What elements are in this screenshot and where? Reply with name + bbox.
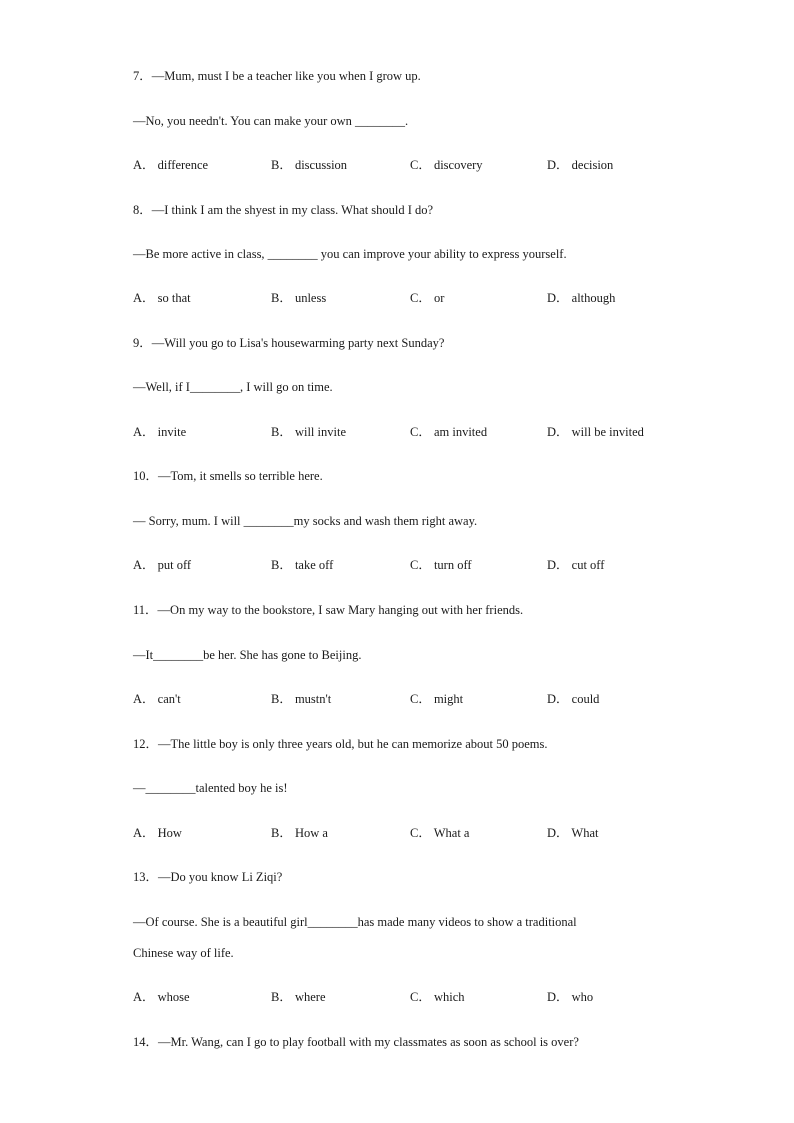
- question-text: —Mr. Wang, can I go to play football with my classmates as soon as school is over?: [158, 1035, 579, 1049]
- question-10-option-a[interactable]: A． put off: [133, 558, 192, 572]
- question-8-option-b[interactable]: B． unless: [271, 291, 327, 305]
- question-text: —Tom, it smells so terrible here.: [158, 469, 323, 483]
- question-13-option-c[interactable]: C． which: [410, 990, 465, 1004]
- question-9-response: —Well, if I________, I will go on time.: [133, 380, 333, 394]
- question-13-option-a[interactable]: A． whose: [133, 990, 190, 1004]
- question-13-stem: [133, 869, 282, 885]
- question-9-option-b[interactable]: B． will invite: [271, 425, 347, 439]
- question-11-stem: [133, 602, 523, 618]
- question-8-option-a[interactable]: A． so that: [133, 291, 191, 305]
- question-7-option-a[interactable]: A． difference: [133, 158, 209, 172]
- question-text: —The little boy is only three years old, but he can memorize about 50 poems.: [158, 737, 548, 751]
- question-7-option-b[interactable]: B． discussion: [271, 158, 348, 172]
- question-12-response: —________talented boy he is!: [133, 781, 288, 795]
- question-number: 11．: [133, 603, 158, 617]
- question-13-response: —Of course. She is a beautiful girl________has made many videos to show a traditional: [133, 915, 577, 929]
- question-12-option-c[interactable]: C． What a: [410, 826, 470, 840]
- question-text: —Mum, must I be a teacher like you when I grow up.: [151, 69, 421, 83]
- question-12-option-a[interactable]: A． How: [133, 826, 182, 840]
- question-7-option-c[interactable]: C． discovery: [410, 158, 483, 172]
- question-9-stem: [133, 335, 444, 351]
- question-10-option-b[interactable]: B． take off: [271, 558, 334, 572]
- question-10-stem: [133, 468, 323, 484]
- question-7-stem: [133, 68, 421, 84]
- question-12-option-d[interactable]: D． What: [547, 826, 599, 840]
- question-11-option-c[interactable]: C． might: [410, 692, 464, 706]
- question-13-option-d[interactable]: D． who: [547, 990, 594, 1004]
- question-7-option-d[interactable]: D． decision: [547, 158, 614, 172]
- question-8-response: —Be more active in class, ________ you can improve your ability to express yourself.: [133, 247, 567, 261]
- question-number: 12．: [133, 737, 159, 751]
- question-text: —Will you go to Lisa's housewarming party next Sunday?: [151, 336, 445, 350]
- question-10-option-c[interactable]: C． turn off: [410, 558, 472, 572]
- question-8-option-d[interactable]: D． although: [547, 291, 616, 305]
- question-12-stem: [133, 736, 548, 752]
- question-text: —Do you know Li Ziqi?: [158, 870, 283, 884]
- question-text: —On my way to the bookstore, I saw Mary hanging out with her friends.: [157, 603, 524, 617]
- question-11-option-b[interactable]: B． mustn't: [271, 692, 332, 706]
- question-13-response-continued: Chinese way of life.: [133, 946, 234, 960]
- question-9-option-c[interactable]: C． am invited: [410, 425, 488, 439]
- question-number: 13．: [133, 870, 159, 884]
- question-9-option-d[interactable]: D． will be invited: [547, 425, 644, 439]
- question-11-option-a[interactable]: A． can't: [133, 692, 181, 706]
- question-11-response: —It________be her. She has gone to Beijing.: [133, 648, 362, 662]
- question-7-response: —No, you needn't. You can make your own ________.: [133, 114, 409, 128]
- question-10-option-d[interactable]: D． cut off: [547, 558, 605, 572]
- question-13-option-b[interactable]: B． where: [271, 990, 326, 1004]
- question-9-option-a[interactable]: A． invite: [133, 425, 187, 439]
- question-14-stem: [133, 1034, 579, 1050]
- question-number: 14．: [133, 1035, 159, 1049]
- question-number: 10．: [133, 469, 159, 483]
- question-8-option-c[interactable]: C． or: [410, 291, 445, 305]
- question-number: 7．: [133, 69, 152, 83]
- question-10-response: — Sorry, mum. I will ________my socks and wash them right away.: [133, 514, 478, 528]
- question-11-option-d[interactable]: D． could: [547, 692, 600, 706]
- question-text: —I think I am the shyest in my class. What should I do?: [151, 203, 434, 217]
- question-number: 9．: [133, 336, 152, 350]
- question-12-option-b[interactable]: B． How a: [271, 826, 328, 840]
- question-8-stem: [133, 202, 433, 218]
- question-number: 8．: [133, 203, 152, 217]
